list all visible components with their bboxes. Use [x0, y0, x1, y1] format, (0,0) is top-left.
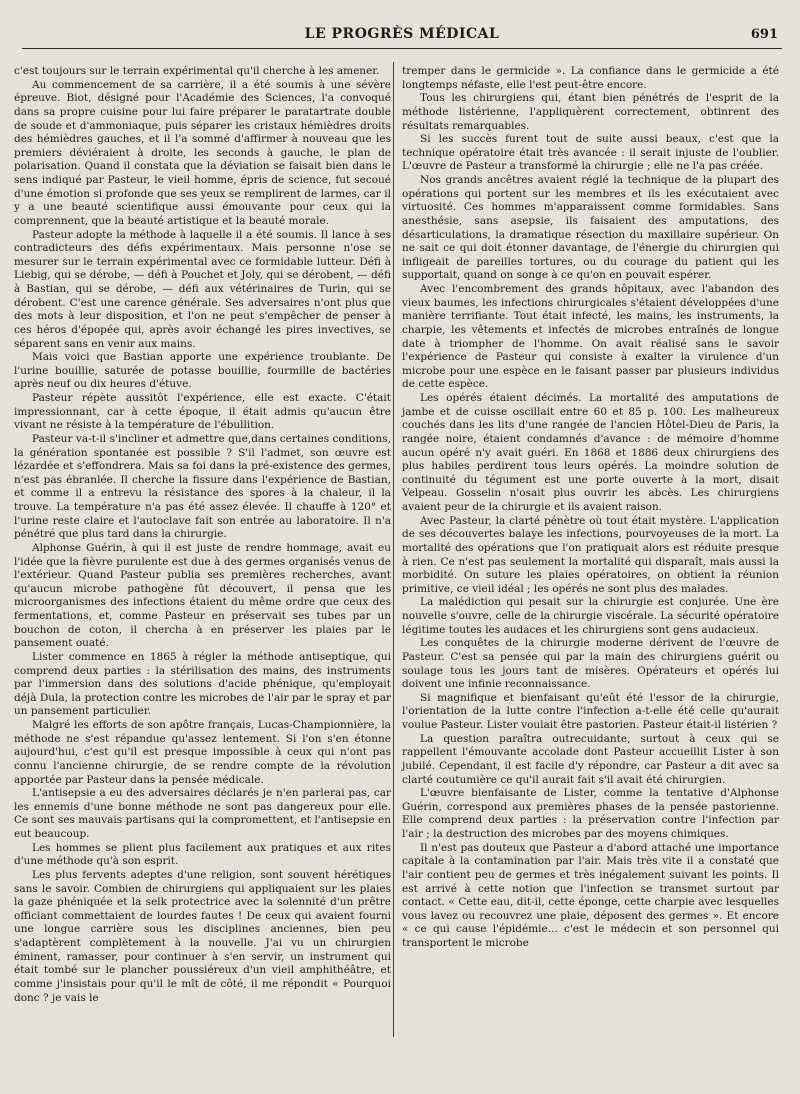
- paragraph: Il n'est pas douteux que Pasteur a d'abord attaché une importance capitale à la contamination par l'air. Mais très vite il a constaté que l'air contient peu de germes et très inégalement suivant les points. Il est arrivé à cette notion que l'infection se transmet surtout par contact. « Cette eau, dit-il, cette éponge, cette charpie avec lesquelles vous lavez ou recouvrez une plaie, déposent des germes ». Et encore « ce qui cause l'épidémie... c'est le médecin et son personnel qui transportent le microbe: [402, 841, 779, 949]
- paragraph: c'est toujours sur le terrain expérimental qu'il cherche à les amener.: [14, 65, 380, 77]
- paragraph: Pasteur va-t-il s'incliner et admettre que,dans certaines conditions, la génération spontanée est possible ? S'il l'admet, son œuvre est lézardée et s'effondrera. Mais sa foi dans la pré-existence des germes, n'est pas ébranlée. Il cherche la fissure dans l'expérience de Bastian, et comme il a entrevu la résistance des spores à la chaleur, il la trouve. La température n'a pas été assez élevée. Il chauffe à 120° et l'urine reste claire et l'autoclave fait son entrée au laboratoire. Il n'a pénétré que plus tard dans la chirurgie.: [14, 432, 391, 541]
- page-number: 691: [750, 27, 778, 42]
- paragraph: Les opérés étaient décimés. La mortalité des amputations de jambe et de cuisse oscillait entre 60 et 85 p. 100. Les malheureux couchés dans les lits d'une rangée de l'ancien Hôtel-Dieu de Paris, la rangée noire, étaient condamnés d'avance : de mémoire d'homme aucun opéré n'y avait guéri. En 1868 et 1886 deux chirurgiens des plus habiles perdirent tous leurs opérés. La moindre solution de continuité du tégument est une porte ouverte à la mort, disait Velpeau. Gosselin n'osait plus ouvrir les abcès. Les chirurgiens avaient peur de la chirurgie et ils avaient raison.: [402, 392, 779, 513]
- page-header: [22, 24, 782, 49]
- paragraph: La malédiction qui pesait sur la chirurgie est conjurée. Une ère nouvelle s'ouvre, celle de la chirurgie viscérale. La sécurité opératoire légitime toutes les audaces et les chirurgiens sont gens audacieux.: [402, 596, 779, 636]
- paragraph: Avec l'encombrement des grands hôpitaux, avec l'abandon des vieux baumes, les infections chirurgicales s'étaient développées d'une manière terrifiante. Tout était infecté, les mains, les instruments, la charpie, les vêtements et infectés de microbes entraînés de longue date à triompher de l'homme. On avait réalisé sans le savoir l'expérience de Pasteur qui consiste à exalter la virulence d'un microbe pour une espèce en le faisant passer par plusieurs individus de cette espèce.: [402, 283, 779, 391]
- paragraph: L'œuvre bienfaisante de Lister, comme la tentative d'Alphonse Guérin, correspond aux premières phases de la pensée pastorienne. Elle comprend deux parties : la préservation contre l'infection par l'air ; la destruction des microbes par des moyens chimiques.: [402, 787, 779, 840]
- paragraph: Les conquêtes de la chirurgie moderne dérivent de l'œuvre de Pasteur. C'est sa pensée qui par la main des chirurgiens guérit ou soulage tous les jours tant de misères. Opérateurs et opérés lui doivent une infinie reconnaissance.: [402, 637, 779, 691]
- paragraph: Les plus fervents adeptes d'une religion, sont souvent hérétiques sans le savoir. Combien de chirurgiens qui appliquaient sur les plaies la gaze phéniquée et la selk protectrice avec la solennité d'un prêtre officiant commettaient de lourdes fautes ! De ceux qui avaient fourni une longue carrière sous les disciplines anciennes, bien peu s'adaptèrent complètement à la nouvelle. J'ai vu un chirurgien éminent, ramasser, pour continuer à s'en servir, un instrument qui était tombé sur le plancher poussiéreux d'un vieil amphithéâtre, et comme j'insistais pour qu'il le mît de côté, il me répondit « Pourquoi donc ? je vais le: [14, 868, 391, 1004]
- paragraph: tremper dans le germicide ». La confiance dans le germicide a été longtemps néfaste, elle l'est peut-être encore.: [402, 65, 779, 91]
- paragraph: Les hommes se plient plus facilement aux pratiques et aux rites d'une méthode qu'à son esprit.: [14, 841, 391, 868]
- paragraph: Pasteur adopte la méthode à laquelle il a été soumis. Il lance à ses contradicteurs des défis expérimentaux. Mais personne n'ose se mesurer sur le terrain expérimental avec ce formidable lutteur. Défi à Liebig, qui se dérobe, — défi à Pouchet et Joly, qui se dérobent, — défi à Bastian, qui se dérobe, — défi aux vétérinaires de Turin, qui se dérobent. C'est une carence générale. Ses adversaires n'ont plus que des mots à leur disposition, et l'on ne peut s'empêcher de penser à ces héros d'épopée qui, après avoir échangé les pires invectives, se séparent sans en venir aux mains.: [14, 228, 391, 350]
- paragraph: La question paraîtra outrecuidante, surtout à ceux qui se rappellent l'émouvante accolade dont Pasteur accueillit Lister à son jubilé. Cependant, il est facile d'y répondre, car Pasteur a dit avec sa clarté coutumière ce qu'il aurait fait s'il avait été chirurgien.: [402, 732, 779, 786]
- right-column: [402, 65, 779, 951]
- paragraph: Mais voici que Bastian apporte une expérience troublante. De l'urine bouillie, saturée de potasse bouillie, fourmille de bactéries après neuf ou dix heures d'étuve.: [14, 351, 391, 391]
- paragraph: Pasteur répète aussitôt l'expérience, elle est exacte. C'était impressionnant, car à cette époque, il était admis qu'aucun être vivant ne résiste à la température de l'ébullition.: [14, 392, 391, 432]
- paragraph: Tous les chirurgiens qui, étant bien pénétrés de l'esprit de la méthode listérienne, l'appliquèrent correctement, obtinrent des résultats remarquables.: [402, 92, 779, 132]
- paragraph: Avec Pasteur, la clarté pénètre où tout était mystère. L'application de ses découvertes balaye les infections, pourvoyeuses de la mort. La mortalité des opérations que l'on pratiquait alors est réduite presque à rien. Ce n'est pas seulement la mortalité qui disparaît, mais aussi la morbidité. On suture les plaies opératoires, on obtient la réunion primitive, ce vieil idéal ; les opérés ne sont plus des malades.: [402, 514, 779, 595]
- paragraph: L'antisepsie a eu des adversaires déclarés je n'en parlerai pas, car les ennemis d'une bonne méthode ne sont pas dangereux pour elle. Ce sont ses mauvais partisans qui la compromettent, et l'antisepsie en eut beaucoup.: [14, 787, 391, 840]
- paragraph: Si les succès furent tout de suite aussi beaux, c'est que la technique opératoire était très avancée : il serait injuste de l'oublier. L'œuvre de Pasteur a transformé la chirurgie ; elle ne l'a pas créée.: [402, 133, 779, 173]
- paragraph: Lister commence en 1865 à régler la méthode antiseptique, qui comprend deux parties : la stérilisation des mains, des instruments par l'immersion dans des solutions d'acide phénique, qu'employait déjà Dula, la protection contre les microbes de l'air par le spray et par un pansement particulier.: [14, 650, 391, 718]
- running-head: LE PROGRÈS MÉDICAL: [304, 26, 500, 42]
- paragraph: Malgré les efforts de son apôtre français, Lucas-Championnière, la méthode ne s'est répandue qu'assez lentement. Si l'on s'en étonne aujourd'hui, c'est qu'il est presque impossible à ceux qui n'ont pas connu l'ancienne chirurgie, de se rendre compte de la révolution apportée par Pasteur dans la pensée médicale.: [14, 719, 391, 786]
- paragraph: Si magnifique et bienfaisant qu'eût été l'essor de la chirurgie, l'orientation de la lutte contre l'infection a-t-elle été celle qu'aurait voulue Pasteur. Lister voulait être pastorien. Pasteur était-il listérien ?: [402, 691, 779, 731]
- column-divider: [393, 62, 394, 1037]
- left-column: [14, 65, 391, 1005]
- paragraph: Nos grands ancêtres avaient réglé la technique de la plupart des opérations qui portent sur les membres et ils les exécutaient avec virtuosité. Ces hommes m'apparaissent comme formidables. Sans anesthésie, sans asepsie, ils faisaient des amputations, des désarticulations, la dramatique résection du maxillaire supérieur. On ne sait ce qui doit étonner davantage, de l'énergie du chirurgien qui infligeait de pareilles tortures, ou du courage du patient qui les supportait, quand on songe à ce qu'on en pouvait espérer.: [402, 174, 779, 282]
- paragraph: Alphonse Guérin, à qui il est juste de rendre hommage, avait eu l'idée que la fièvre purulente est due à des germes organisés venus de l'extérieur. Quand Pasteur publia ses premières recherches, avant qu'aucun microbe pathogène fût découvert, il pensa que les microorganismes des infections étaient du même ordre que ceux des fermentations, et, comme Pasteur en préservait ses tubes par un bouchon de coton, il chercha à en préserver les plaies par le pansement ouaté.: [14, 541, 391, 650]
- paragraph: Au commencement de sa carrière, il a été soumis à une sévère épreuve. Biot, désigné pour l'Académie des Sciences, l'a convoqué dans sa propre cuisine pour lui faire préparer le paratartrate double de soude et d'ammoniaque, puis séparer les cristaux hémièdres droits des hémièdres gauches, et il l'a sommé d'affirmer à nouveau que les premiers déviéraient à droite, les seconds à gauche, le plan de polarisation. Quand il constata que la déviation se faisait bien dans le sens indiqué par Pasteur, le vieil homme, épris de science, fut secoué d'une émotion si profonde que ses yeux se remplirent de larmes, car il y a une beauté scientifique aussi émouvante pour ceux qui la comprennent, que la beauté artistique et la beauté morale.: [14, 78, 391, 227]
